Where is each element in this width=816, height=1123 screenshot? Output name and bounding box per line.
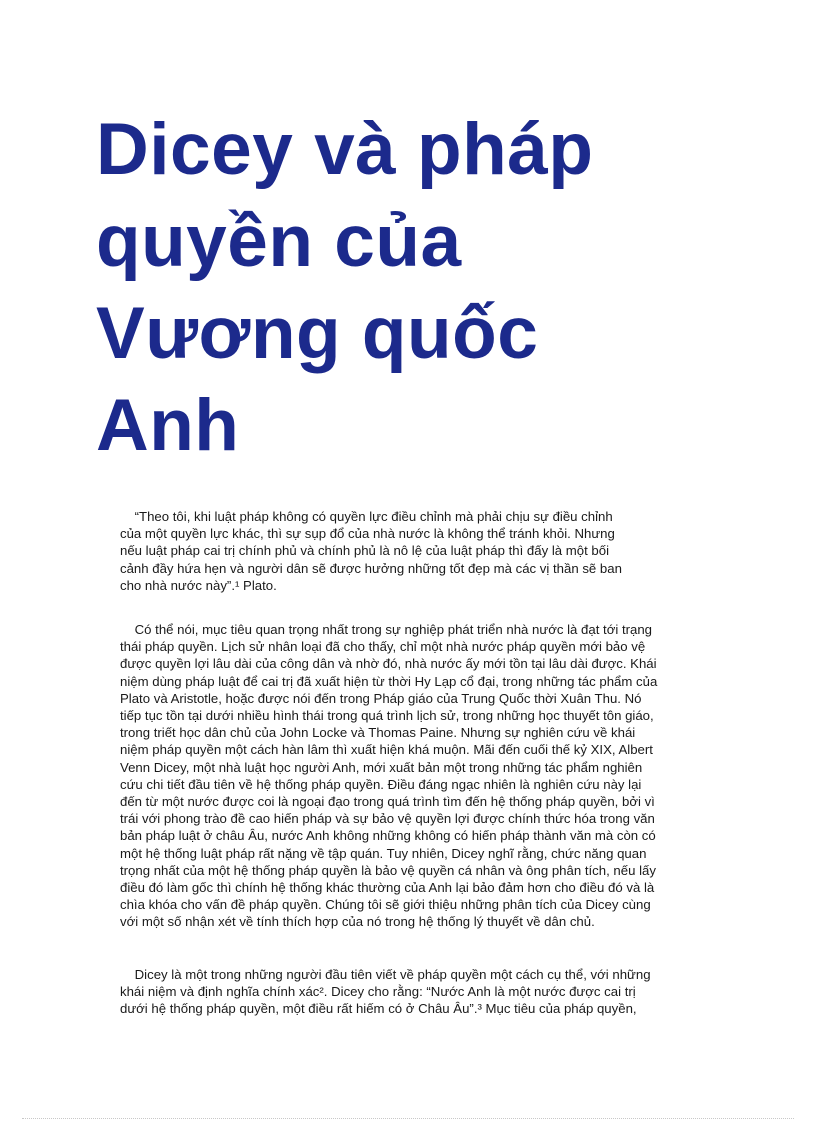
page-bottom-divider: [22, 1118, 794, 1119]
text-line: Dicey là một trong những người đầu tiên viết về pháp quyền một cách cụ thể, với những: [120, 967, 651, 982]
text-line: Plato và Aristotle, hoặc được nói đến trong Pháp giáo của Trung Quốc thời Xuân Thu. Nó: [120, 690, 642, 706]
text-line: đến từ một nước được coi là ngoại đạo trong quá trình tìm đến hệ thống pháp quyền, bởi vì: [120, 794, 655, 810]
text-line: niệm pháp quyền một cách hàn lâm thì xuất hiện khá muộn. Mãi đến cuối thế kỷ XIX, Albert: [120, 742, 653, 758]
text-line: cứu chi tiết đầu tiên về hệ thống pháp quyền. Điều đáng ngạc nhiên là nghiên cứu này lại: [120, 776, 642, 792]
text-line: tiếp tục tồn tại dưới nhiều hình thái trong quá trình lịch sử, trong những học thuyết tôn giáo,: [120, 708, 654, 724]
text-line: trong triết học dân chủ của John Locke và Thomas Paine. Nhưng sự nghiên cứu về khái: [120, 725, 636, 741]
text-line: “Theo tôi, khi luật pháp không có quyền lực điều chỉnh mà phải chịu sự điều chỉnh: [120, 509, 613, 524]
text-line: với một số nhận xét về tính thích hợp của nó trong hệ thống lý thuyết về dân chủ.: [120, 914, 595, 930]
text-line: của một quyền lực khác, thì sự sụp đổ của nhà nước là không thể tránh khỏi. Nhưng: [120, 526, 615, 542]
text-line: khái niệm và định nghĩa chính xác². Dicey cho rằng: “Nước Anh là một nước được cai trị: [120, 984, 636, 1000]
text-line: dưới hệ thống pháp quyền, một điều rất hiếm có ở Châu Âu”.³ Mục tiêu của pháp quyền,: [120, 1001, 637, 1017]
text-line: trái với phong trào đề cao hiến pháp và sự bảo vệ quyền lợi được chính thức hóa trong văn: [120, 811, 655, 827]
text-line: niệm dùng pháp luật để cai trị đã xuất hiện từ thời Hy Lạp cổ đại, trong những tác phẩm của: [120, 673, 658, 689]
text-line: một hệ thống luật pháp rất nặng về tập quán. Tuy nhiên, Dicey nghĩ rằng, chức năng quan: [120, 845, 647, 861]
body-paragraph: [120, 966, 698, 1018]
text-line: cảnh đầy hứa hẹn và người dân sẽ được hưởng những tốt đẹp mà các vị thần sẽ ban: [120, 560, 622, 576]
text-line: chìa khóa cho vấn đề pháp quyền. Chúng tôi sẽ giới thiệu những phân tích của Dicey cùng: [120, 897, 651, 913]
epigraph-quote-paragraph: [120, 508, 698, 594]
text-line: điều đó làm gốc thì chính hệ thống khác thường của Anh lại bảo đảm hơn cho điều đó và là: [120, 880, 655, 896]
title-line: Dicey và pháp: [96, 109, 594, 190]
text-line: thái pháp quyền. Lịch sử nhân loại đã cho thấy, chỉ một nhà nước pháp quyền mới bảo vệ: [120, 639, 646, 655]
title-line: quyền của: [96, 201, 462, 282]
text-line: nếu luật pháp cai trị chính phủ và chính phủ là nô lệ của luật pháp thì đấy là một bối: [120, 543, 610, 559]
intro-paragraph: [120, 621, 698, 931]
text-line: cho nhà nước này”.¹ Plato.: [120, 577, 277, 593]
text-line: Có thể nói, mục tiêu quan trọng nhất trong sự nghiệp phát triển nhà nước là đạt tới trạng: [120, 622, 653, 637]
text-line: Venn Dicey, một nhà luật học người Anh, mới xuất bản một trong những tác phẩm nghiên: [120, 759, 643, 775]
text-line: được quyền lợi lâu dài của công dân và nhờ đó, nhà nước ấy mới tồn tại lâu dài được. Khái: [120, 656, 657, 672]
title-line: Vương quốc: [96, 293, 539, 374]
document-title: [96, 104, 716, 472]
title-line: Anh: [96, 385, 240, 466]
text-line: trọng nhất của một hệ thống pháp quyền là bảo vệ quyền cá nhân và ông phân tích, nếu lấy: [120, 862, 656, 878]
text-line: bản pháp luật ở châu Âu, nước Anh không những không có hiến pháp thành văn mà còn có: [120, 828, 656, 844]
